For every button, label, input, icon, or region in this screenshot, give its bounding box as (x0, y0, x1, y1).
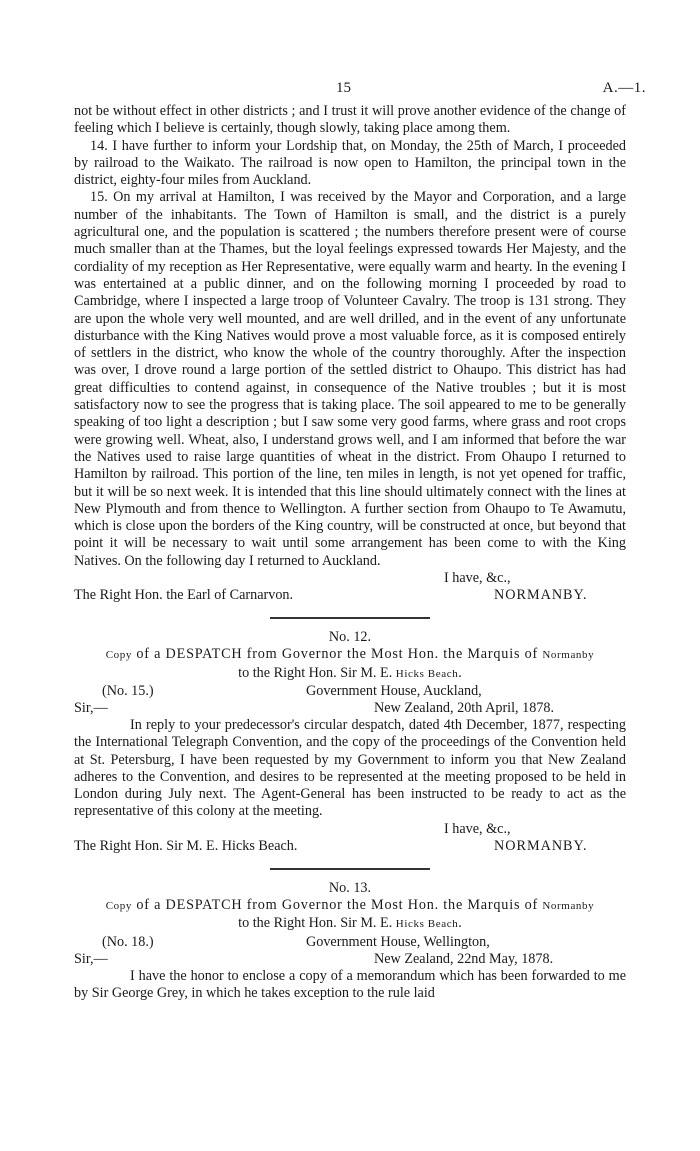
continued-paragraph: not be without effect in other districts ; and I trust it will prove another evidence of the change of feeling which I believe is certainly, though slowly, taking place among them. (74, 103, 626, 137)
addressee: The Right Hon. Sir M. E. Hicks Beach. (74, 837, 298, 854)
address-line-1: Government House, Auckland, (306, 682, 482, 699)
despatch-title (74, 897, 626, 934)
despatch-number: No. 13. (328, 879, 372, 896)
address-row-2 (74, 951, 626, 968)
address-line-1: Government House, Wellington, (306, 933, 490, 950)
title-end: . (458, 915, 462, 932)
closing-line (74, 570, 626, 587)
reference-number: (No. 15.) (102, 682, 154, 699)
signature: NORMANBY. (494, 587, 588, 604)
addressee: The Right Hon. the Earl of Carnarvon. (74, 587, 294, 604)
title-copy: Copy (105, 899, 132, 912)
address-line-2: New Zealand, 22nd May, 1878. (374, 950, 554, 967)
page-header (0, 80, 700, 100)
title-line2: to the Right Hon. Sir M. E. (238, 664, 396, 681)
despatch-title (74, 646, 626, 683)
despatch-body: In reply to your predecessor's circular despatch, dated 4th December, 1877, respecting the International Telegraph Convention, and the copy of the proceedings of the Convention held at St. Petersburg, I have been requested by my Government to inform you that New Zealand adheres to the Convention, and desires to be represented at the meeting proposed to be held in London during July next. The Agent-General has been instructed to be ready to act as the representative of this colony at the meeting. (74, 716, 626, 820)
closing-text: I have, &c., (444, 570, 511, 587)
document-reference: A.—1. (602, 80, 646, 96)
salutation: Sir,— (74, 950, 108, 967)
title-line2: to the Right Hon. Sir M. E. (238, 915, 396, 932)
signature-line (74, 587, 626, 605)
address-row-1 (74, 683, 626, 700)
title-middle: of a DESPATCH from Governor the Most Hon. the Marquis of (132, 896, 543, 913)
paragraph-14: 14. I have further to inform your Lordship that, on Monday, the 25th of March, I proceeded by railroad to the Waikato. The railroad is now open to Hamilton, the principal town in the district, eighty-four miles from Auckland. (74, 137, 626, 189)
title-recipient: Hicks Beach (395, 667, 459, 680)
despatch-number: No. 12. (328, 629, 372, 646)
closing-line (74, 821, 626, 838)
title-copy: Copy (105, 649, 132, 662)
title-middle: of a DESPATCH from Governor the Most Hon. the Marquis of (132, 646, 543, 663)
signature: NORMANBY. (494, 837, 588, 854)
salutation: Sir,— (74, 699, 108, 716)
title-recipient: Hicks Beach (395, 918, 459, 931)
paragraph-15: 15. On my arrival at Hamilton, I was received by the Mayor and Corporation, and a large number of the inhabitants. The Town of Hamilton is small, and the district is a purely agricultural one, and the population is scattered ; the numbers therefore present were of course much smaller than at the Thames, but the loyal feelings expressed towards Her Majesty, and the cordiality of my reception as Her Representative, were equally warm and hearty. In the evening I was entertained at a public dinner, and on the following morning I proceeded by road to Cambridge, where I inspected a large troop of Volunteer Cavalry. The troop is 131 strong. They are upon the whole very well mounted, and are well drilled, and in the event of any unfortunate disturbance with the King Natives would prove a most valuable force, as it is composed entirely of settlers in the district, who know the whole of the country thoroughly. After the inspection was over, I drove round a large portion of the settled district to Ohaupo. This district has had great difficulties to contend against, in consequence of the Native troubles ; but it is most satisfactory now to see the progress that is taking place. The soil appeared to me to be generally speaking of too light a description ; but I saw some very good farms, where grass and root crops were growing well. Wheat, also, I understand grows well, and I am informed that before the war the Natives used to raise large quantities of wheat in the district. From Ohaupo I returned to Hamilton by railroad. This portion of the line, ten miles in length, is not yet opened for traffic, but it will be so next week. It is intended that this line should ultimately connect with the lines at New Plymouth and from thence to Wellington. A further section from Ohaupo to Te Awamutu, which is close upon the borders of the King country, will be constructed at once, but beyond that point it will be necessary to wait until some arrangement has been come to with the King Natives. On the following day I returned to Auckland. (74, 189, 626, 569)
title-sender: Normanby (542, 899, 595, 912)
closing-text: I have, &c., (444, 820, 511, 837)
title-sender: Normanby (542, 649, 595, 662)
page-number: 15 (336, 80, 351, 96)
section-divider (270, 868, 430, 870)
title-end: . (458, 664, 462, 681)
section-divider (270, 617, 430, 619)
reference-number: (No. 18.) (102, 933, 154, 950)
address-row-2 (74, 700, 626, 717)
page-body (74, 103, 626, 1002)
signature-line (74, 838, 626, 856)
address-line-2: New Zealand, 20th April, 1878. (374, 699, 555, 716)
address-row-1 (74, 934, 626, 951)
despatch-body: I have the honor to enclose a copy of a memorandum which has been forwarded to me by Sir George Grey, in which he takes exception to the rule laid (74, 967, 626, 1001)
